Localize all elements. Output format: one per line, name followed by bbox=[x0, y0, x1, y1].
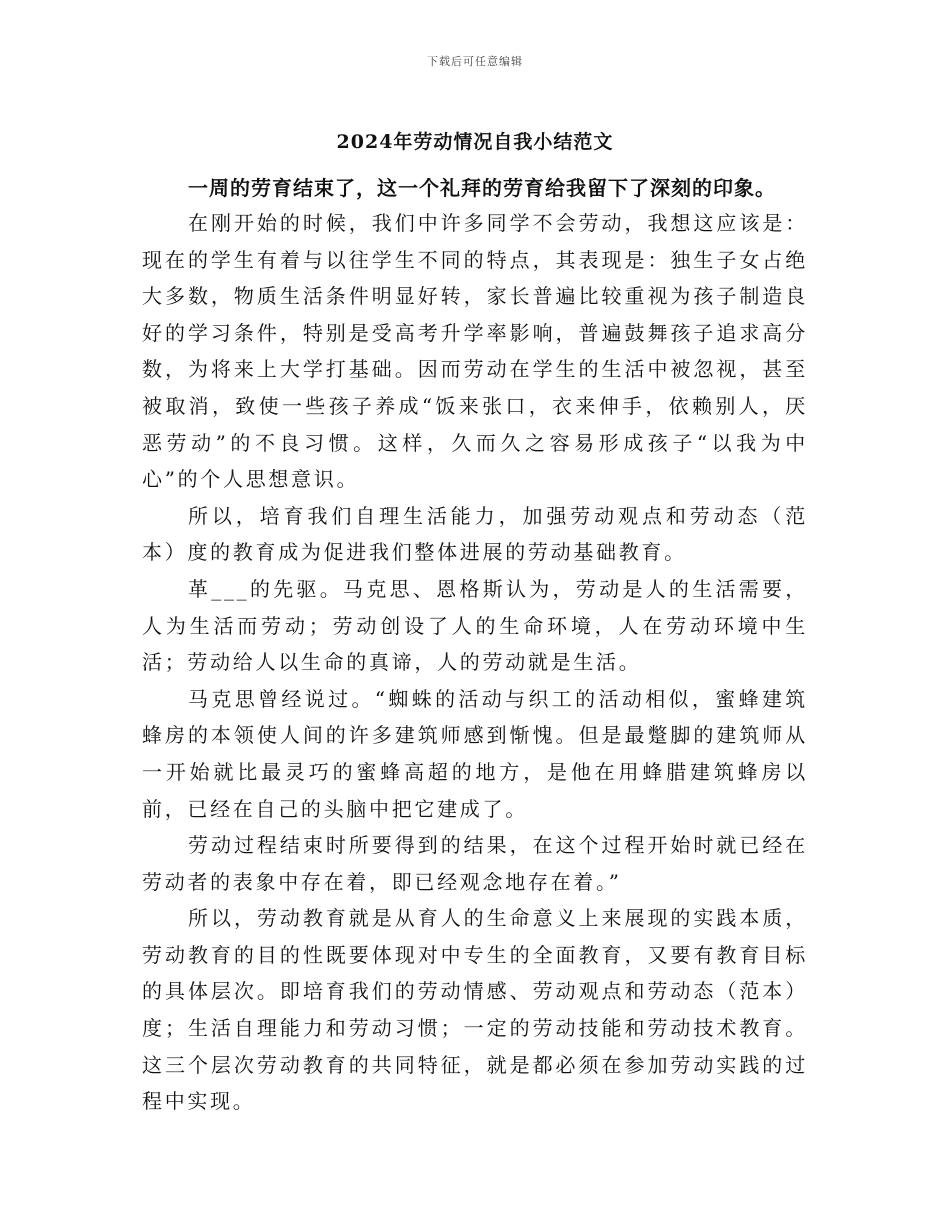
paragraph-2: 所以，培育我们自理生活能力，加强劳动观点和劳动态（范本）度的教育成为促进我们整体进展的劳动基础教育。 bbox=[142, 503, 808, 565]
header-note: 下载后可任意编辑 bbox=[427, 55, 523, 68]
paragraph-3: 革___的先驱。马克思、恩格斯认为，劳动是人的生活需要，人为生活而劳动；劳动创设了人的生命环境，人在劳动环境中生活；劳动给人以生命的真谛，人的劳动就是生活。 bbox=[142, 576, 808, 675]
paragraph-4: 马克思曾经说过。“蜘蛛的活动与织工的活动相似，蜜蜂建筑蜂房的本领使人间的许多建筑师感到惭愧。但是最蹩脚的建筑师从一开始就比最灵巧的蜜蜂高超的地方，是他在用蜂腊建筑蜂房以前，已经在自己的头脑中把它建成了。 bbox=[142, 686, 808, 821]
document-title: 2024年劳动情况自我小结范文 bbox=[336, 131, 614, 153]
document-subtitle: 一周的劳育结束了，这一个礼拜的劳育给我留下了深刻的印象。 bbox=[188, 176, 776, 200]
paragraph-6: 所以，劳动教育就是从育人的生命意义上来展现的实践本质，劳动教育的目的性既要体现对中专生的全面教育，又要有教育目标的具体层次。即培育我们的劳动情感、劳动观点和劳动态（范本）度；生活自理能力和劳动习惯；一定的劳动技能和劳动技术教育。这三个层次劳动教育的共同特征，就是都必须在参加劳动实践的过程中实现。 bbox=[142, 906, 808, 1114]
document-body bbox=[142, 205, 808, 1120]
paragraph-5: 劳动过程结束时所要得到的结果，在这个过程开始时就已经在劳动者的表象中存在着，即已经观念地存在着。” bbox=[142, 833, 808, 894]
paragraph-1: 在刚开始的时候，我们中许多同学不会劳动，我想这应该是：现在的学生有着与以往学生不同的特点，其表现是：独生子女占绝大多数，物质生活条件明显好转，家长普遍比较重视为孩子制造良好的学习条件，特别是受高考升学率影响，普遍鼓舞孩子追求高分数，为将来上大学打基础。因而劳动在学生的生活中被忽视，甚至被取消，致使一些孩子养成“饭来张口，衣来伸手，依赖别人，厌恶劳动”的不良习惯。这样，久而久之容易形成孩子“以我为中心”的个人思想意识。 bbox=[142, 211, 808, 492]
